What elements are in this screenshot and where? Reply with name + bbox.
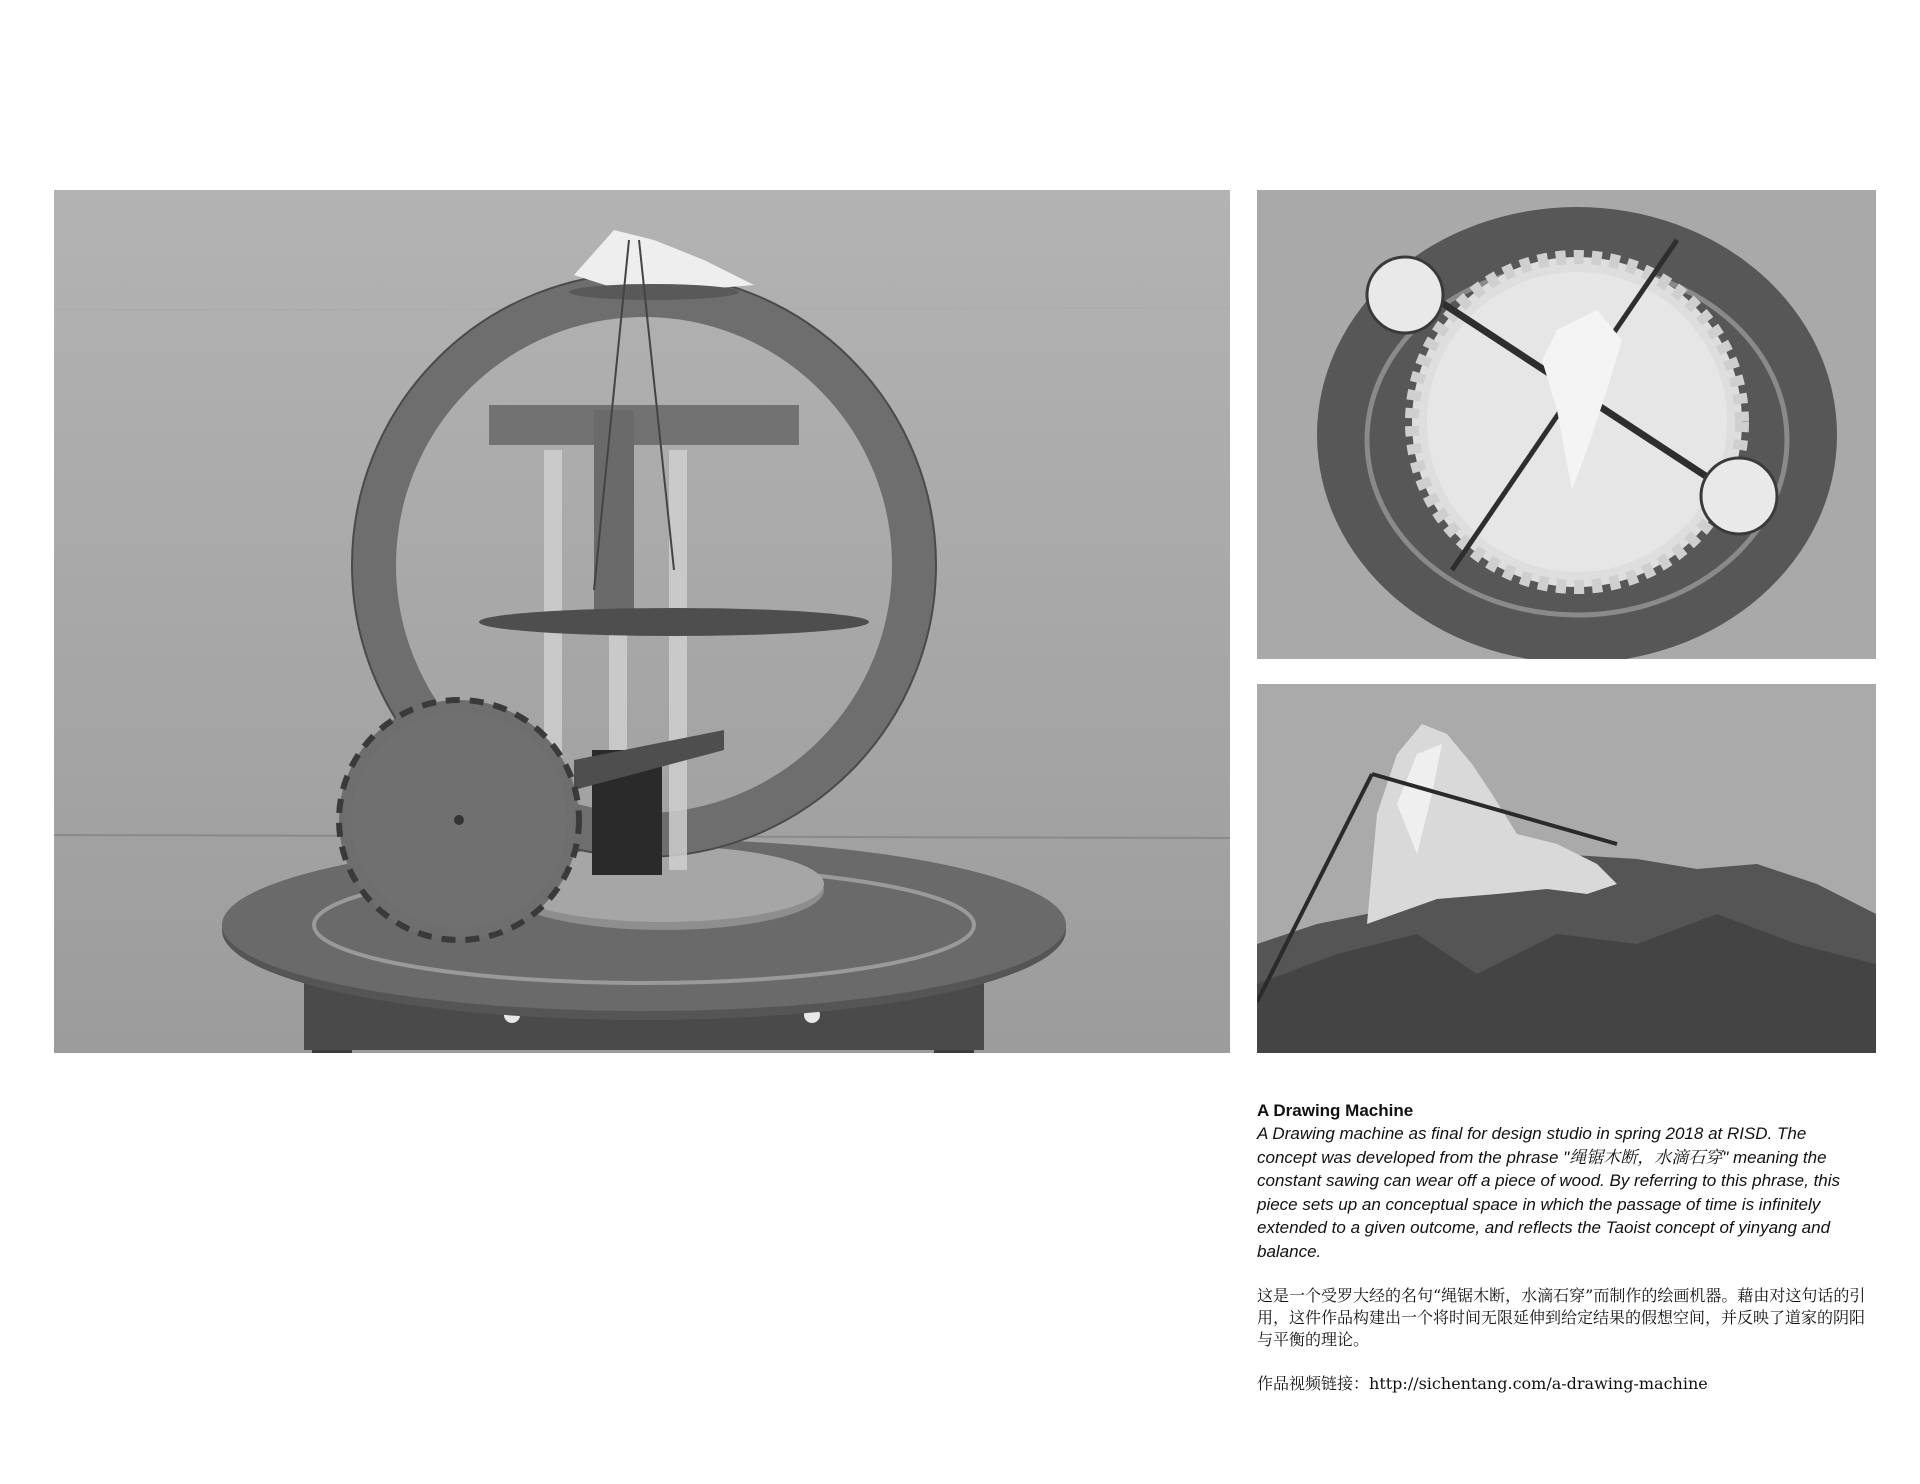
project-description-english: A Drawing machine as final for design studio in spring 2018 at RISD. The concept was developed from the phrase "绳锯木断，水滴石穿" meaning the constant sawing can wear off a piece of wood. By referring to this phrase, this piece sets up an conceptual space in which the passage of time is infinitely extended to a given outcome, and reflects the Taoist concept of yinyang and balance. [1257,1124,1841,1261]
photo-stone-closeup [1257,684,1876,1053]
project-title: A Drawing Machine [1257,1101,1414,1120]
machine-top-illustration [1257,190,1876,659]
photo-machine-front-view [54,190,1230,1053]
video-link-label: 作品视频链接： [1257,1374,1370,1393]
machine-front-illustration [54,190,1230,1053]
photo-machine-top-view [1257,190,1876,659]
stone-closeup-illustration [1257,684,1876,1053]
project-caption [1257,1100,1867,1395]
project-description-chinese: 这是一个受罗大经的名句“绳锯木断，水滴石穿”而制作的绘画机器。藉由对这句话的引用，这件作品构建出一个将时间无限延伸到给定结果的假想空间，并反映了道家的阴阳与平衡的理论。 [1257,1286,1866,1349]
video-link-line [1257,1373,1867,1395]
video-link-url[interactable]: http://sichentang.com/a-drawing-machine [1369,1374,1708,1393]
